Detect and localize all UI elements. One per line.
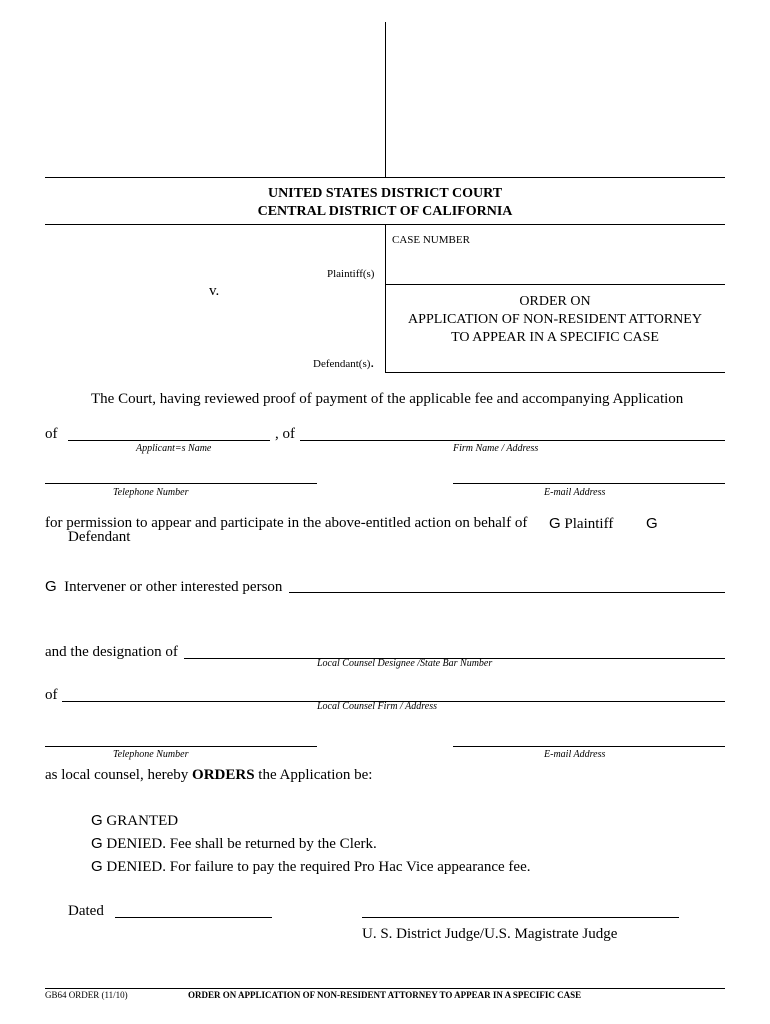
- defendant-checkbox-icon[interactable]: G: [646, 515, 658, 532]
- judge-label: U. S. District Judge/U.S. Magistrate Judge: [362, 926, 618, 942]
- applicant-name-label: Applicant=s Name: [136, 443, 212, 454]
- orders-sentence: as local counsel, hereby ORDERS the Application be:: [45, 767, 373, 783]
- court-name-line1: UNITED STATES DISTRICT COURT: [267, 186, 503, 201]
- of-word: of: [45, 426, 58, 442]
- order-title-line2: APPLICATION OF NON-RESIDENT ATTORNEY: [408, 312, 702, 327]
- plaintiff-option[interactable]: G Plaintiff: [549, 515, 614, 532]
- plaintiff-label: Plaintiff(s): [327, 268, 375, 280]
- orders-word: ORDERS: [192, 767, 255, 783]
- local-counsel-designee-label: Local Counsel Designee /State Bar Number: [317, 658, 493, 669]
- local-counsel-telephone-field[interactable]: [45, 746, 317, 747]
- comma-of-word: , of: [275, 426, 295, 442]
- judge-signature-line[interactable]: [362, 917, 679, 918]
- form-number: GB64 ORDER (11/10): [45, 990, 128, 1000]
- of-word-2: of: [45, 687, 58, 703]
- permission-text: for permission to appear and participate in the above-entitled action on behalf of: [45, 515, 528, 531]
- intervener-option[interactable]: G Intervener or other interested person: [45, 578, 283, 595]
- denied-fee-option[interactable]: G DENIED. Fee shall be returned by the Clerk.: [91, 835, 377, 852]
- local-counsel-email-label: E-mail Address: [544, 749, 606, 760]
- intervener-name-field[interactable]: [289, 592, 725, 593]
- granted-checkbox-icon[interactable]: G: [91, 812, 103, 829]
- firm-name-label: Firm Name / Address: [453, 443, 539, 454]
- local-counsel-firm-label: Local Counsel Firm / Address: [317, 701, 438, 712]
- applicant-name-field[interactable]: [68, 440, 270, 441]
- intervener-checkbox-icon[interactable]: G: [45, 578, 57, 595]
- applicant-telephone-label: Telephone Number: [113, 487, 189, 498]
- applicant-telephone-field[interactable]: [45, 483, 317, 484]
- order-title-line1: ORDER ON: [519, 294, 591, 309]
- plaintiff-checkbox-icon[interactable]: G: [549, 515, 561, 532]
- denied-fee-checkbox-icon[interactable]: G: [91, 835, 103, 852]
- applicant-email-label: E-mail Address: [544, 487, 606, 498]
- firm-name-field[interactable]: [300, 440, 725, 441]
- applicant-email-field[interactable]: [453, 483, 725, 484]
- granted-option[interactable]: G GRANTED: [91, 812, 179, 829]
- header-top-rule: [45, 177, 725, 178]
- header-divider-vertical: [385, 22, 386, 177]
- caption-middle-rule: [385, 284, 725, 285]
- denied-failure-option[interactable]: G DENIED. For failure to pay the required Pro Hac Vice appearance fee.: [91, 858, 531, 875]
- footer-form-title: ORDER ON APPLICATION OF NON-RESIDENT ATTORNEY TO APPEAR IN A SPECIFIC CASE: [188, 990, 582, 1000]
- footer-rule: [45, 988, 725, 989]
- date-field[interactable]: [115, 917, 272, 918]
- caption-bottom-rule: [385, 372, 725, 373]
- defendant-label: Defendant(s).: [313, 355, 375, 371]
- order-title-line3: TO APPEAR IN A SPECIFIC CASE: [451, 330, 659, 345]
- intro-paragraph: The Court, having reviewed proof of payment of the applicable fee and accompanying Application: [91, 391, 684, 407]
- local-counsel-telephone-label: Telephone Number: [113, 749, 189, 760]
- designation-text: and the designation of: [45, 644, 178, 660]
- local-counsel-email-field[interactable]: [453, 746, 725, 747]
- defendant-option-label: Defendant: [68, 529, 131, 545]
- denied-failure-checkbox-icon[interactable]: G: [91, 858, 103, 875]
- versus-label: v.: [209, 283, 220, 299]
- case-number-label: CASE NUMBER: [392, 234, 470, 246]
- court-name-line2: CENTRAL DISTRICT OF CALIFORNIA: [257, 204, 513, 219]
- dated-label: Dated: [68, 903, 104, 919]
